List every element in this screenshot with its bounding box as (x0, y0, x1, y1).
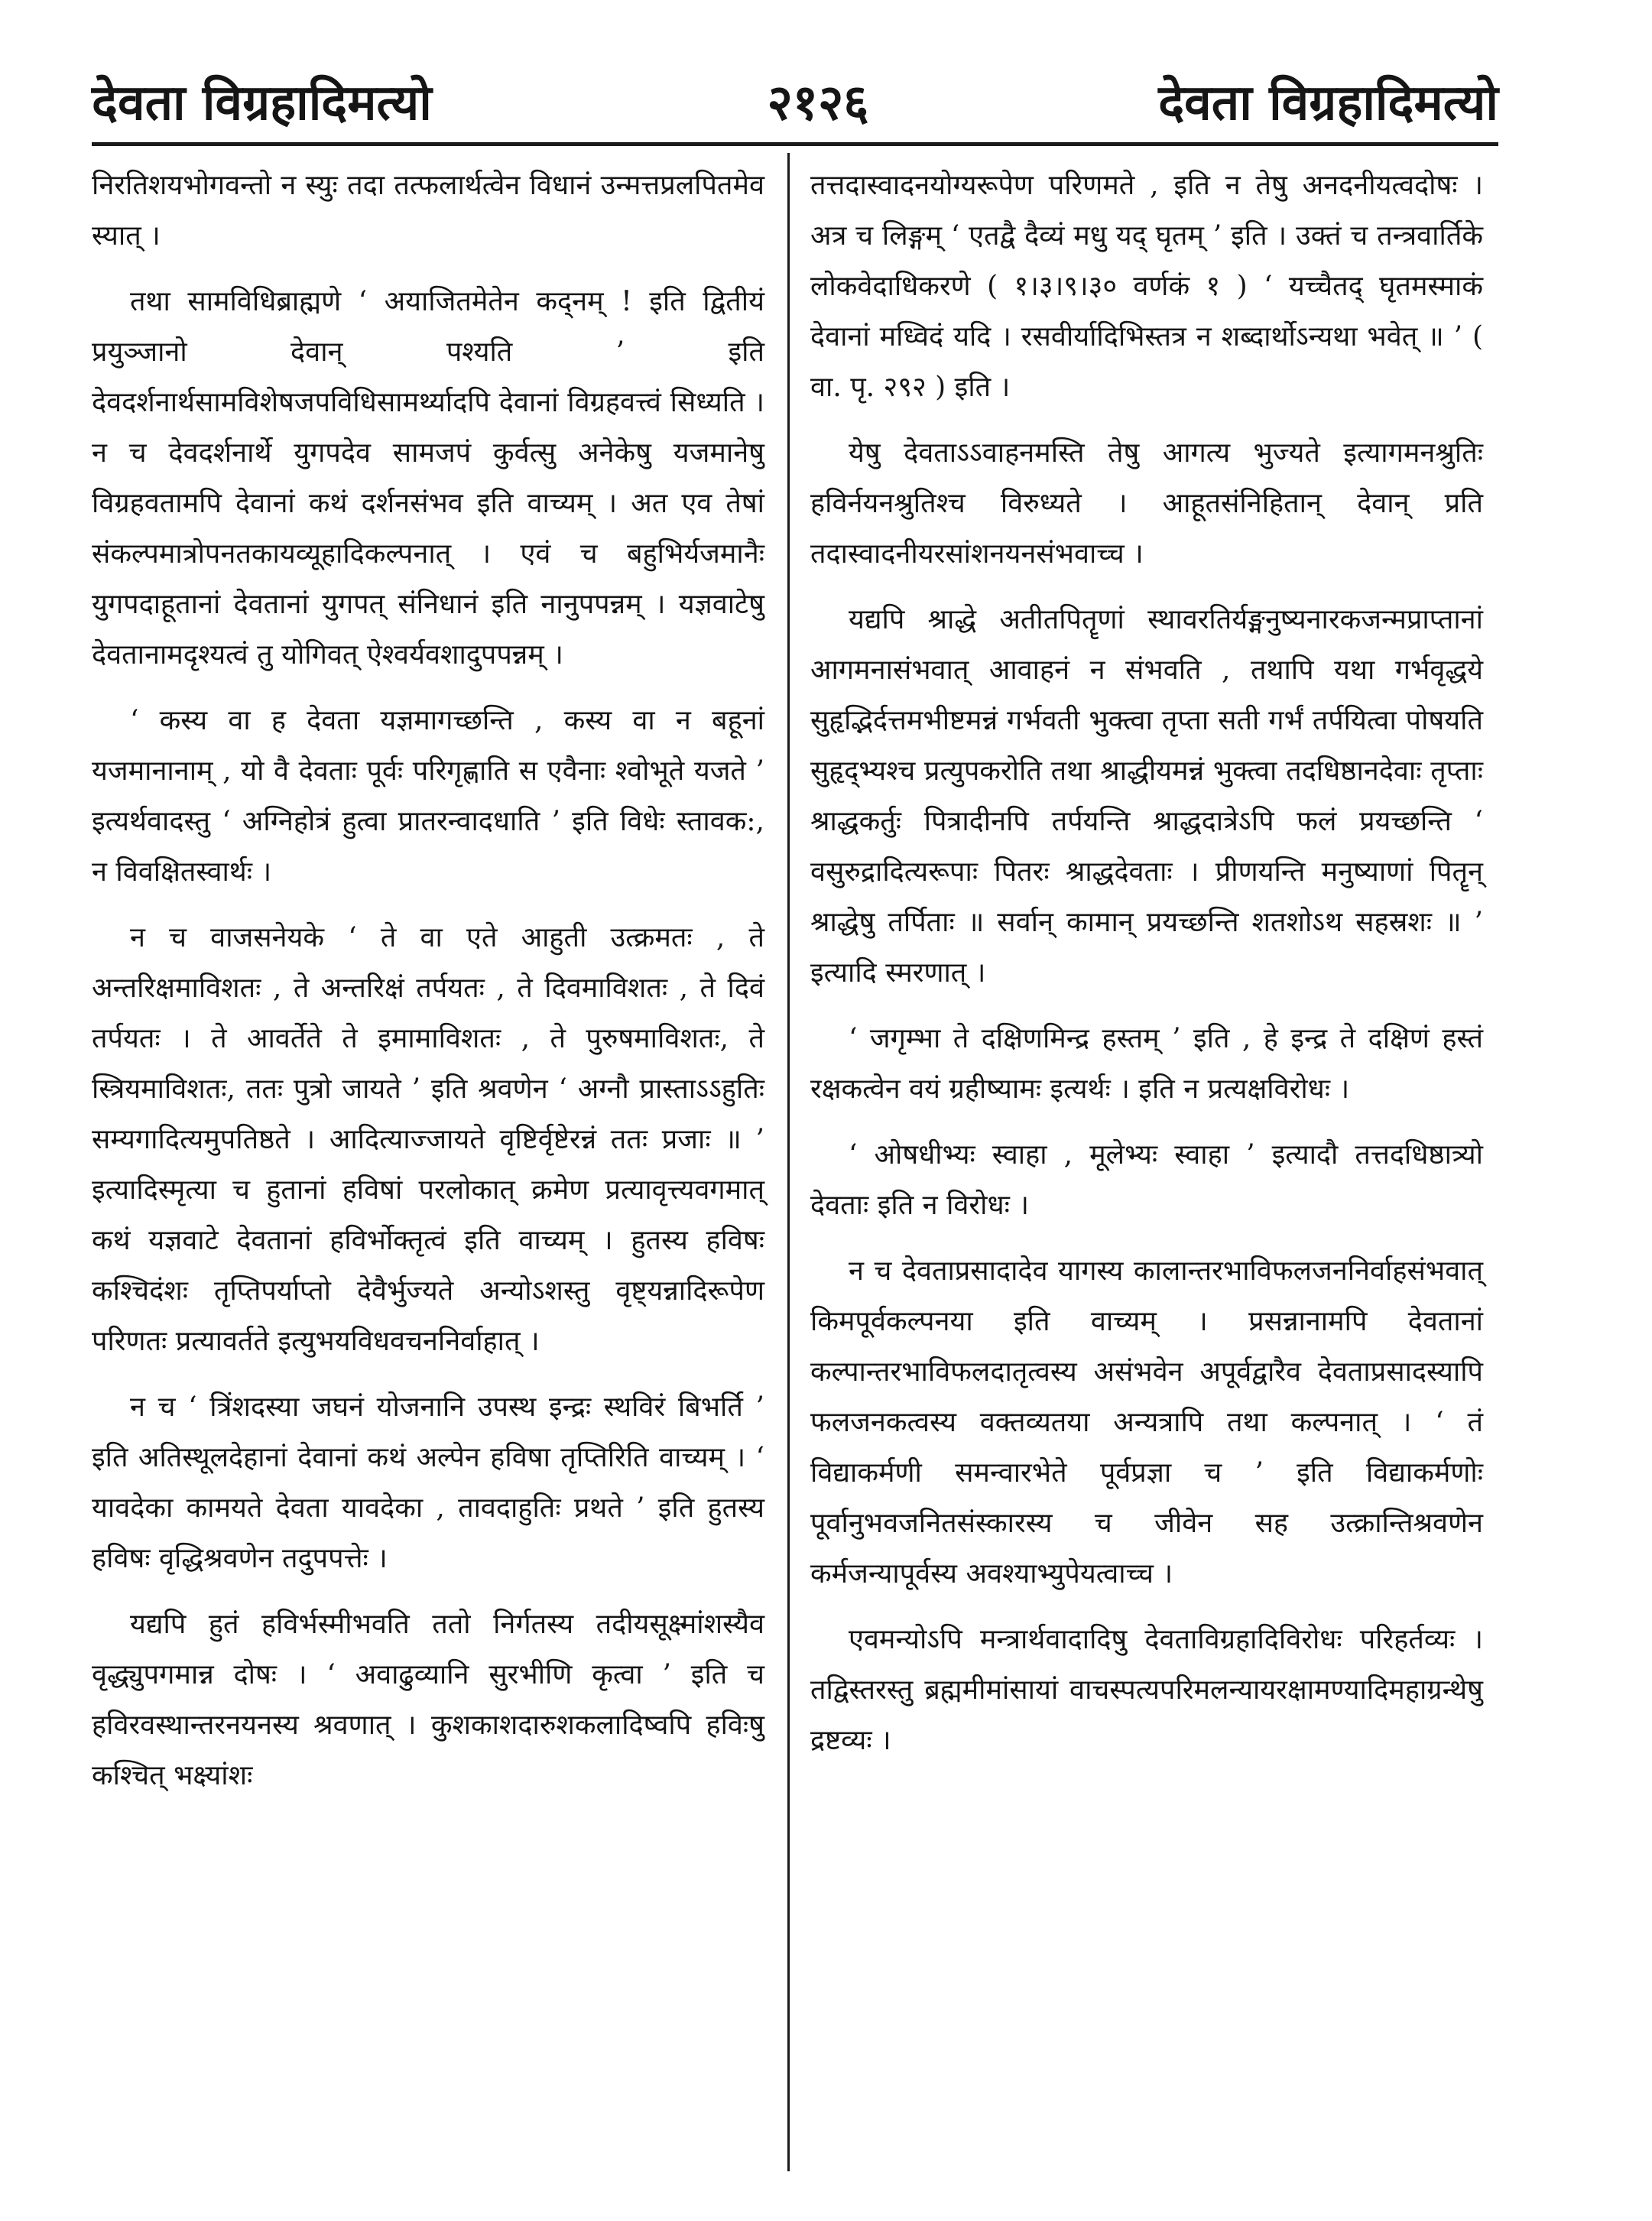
paragraph: तथा सामविधिब्राह्मणे ‘ अयाजितमेतेन कद्नम् ! इति द्वितीयं प्रयुञ्जानो देवान् पश्यति ’ इति देवदर्शनार्थसामविशेषजपविधिसामर्थ्यादपि देवानां विग्रहवत्त्वं सिध्यति । न च देवदर्शनार्थे युगपदेव सामजपं कुर्वत्सु अनेकेषु यजमानेषु विग्रहवतामपि देवानां कथं दर्शनसंभव इति वाच्यम् । अत एव तेषां संकल्पमात्रोपनतकायव्यूहादिकल्पनात् । एवं च बहुभिर्यजमानैः युगपदाहूतानां देवतानां युगपत् संनिधानं इति नानुपपन्नम् । यज्ञवाटेषु देवतानामदृश्यत्वं तु योगिवत् ऐश्वर्यवशादुपपन्नम् । (92, 286, 764, 671)
right-column (810, 161, 1483, 1781)
paragraph: निरतिशयभोगवन्तो न स्युः तदा तत्फलार्थत्वेन विधानं उन्मत्तप्रलपितमेव स्यात् । (92, 170, 764, 252)
paragraph: न च ‘ त्रिंशदस्या जघनं योजनानि उपस्थ इन्द्रः स्थविरं बिभर्ति ’ इति अतिस्थूलदेहानां देवानां कथं अल्पेन हविषा तृप्तिरिति वाच्यम् । ‘ यावदेका कामयते देवता यावदेका , तावदाहुतिः प्रथते ’ इति हुतस्य हविषः वृद्धिश्रवणेन तदुपपत्तेः । (92, 1391, 764, 1574)
paragraph: ‘ ओषधीभ्यः स्वाहा , मूलेभ्यः स्वाहा ’ इत्यादौ तत्तदधिष्ठात्र्यो देवताः इति न विरोधः । (810, 1139, 1483, 1221)
paragraph: ‘ जगृम्भा ते दक्षिणमिन्द्र हस्तम् ’ इति , हे इन्द्र ते दक्षिणं हस्तं रक्षकत्वेन वयं ग्रहीष्यामः इत्यर्थः । इति न प्रत्यक्षविरोधः । (810, 1023, 1483, 1105)
header-rule (92, 142, 1498, 146)
paragraph: तत्तदास्वादनयोग्यरूपेण परिणमते , इति न तेषु अनदनीयत्वदोषः । अत्र च लिङ्गम् ‘ एतद्वै दैव्यं मधु यद् घृतम् ’ इति । उक्तं च तन्त्रवार्तिके लोकवेदाधिकरणे ( १।३।९।३० वर्णकं १ ) ‘ यच्चैतद् घृतमस्माकं देवानां मध्विदं यदि । रसवीर्यादिभिस्तत्र न शब्दार्थोऽन्यथा भवेत् ॥ ’ ( वा. पृ. २९२ ) इति । (810, 170, 1483, 403)
column-divider (787, 153, 790, 2171)
page-header (92, 67, 1498, 136)
paragraph: ‘ कस्य वा ह देवता यज्ञमागच्छन्ति , कस्य वा न बहूनां यजमानानाम् , यो वै देवताः पूर्वः परिगृह्णाति स एवैनाः श्वोभूते यजते ’ इत्यर्थवादस्तु ‘ अग्निहोत्रं हुत्वा प्रातरन्वादधाति ’ इति विधेः स्तावक:, न विवक्षितस्वार्थः । (92, 705, 764, 888)
paragraph: एवमन्योऽपि मन्त्रार्थवादादिषु देवताविग्रहादिविरोधः परिहर्तव्यः । तद्विस्तरस्तु ब्रह्ममीमांसायां वाचस्पत्यपरिमलन्यायरक्षामण्यादिमहाग्रन्थेषु द्रष्टव्यः । (810, 1624, 1483, 1756)
paragraph: न च देवताप्रसादादेव यागस्य कालान्तरभाविफलजननिर्वाहसंभवात् किमपूर्वकल्पनया इति वाच्यम् । प्रसन्नानामपि देवतानां कल्पान्तरभाविफलदातृत्वस्य असंभवेन अपूर्वद्वारैव देवताप्रसादस्यापि फलजनकत्वस्य वक्तव्यतया अन्यत्रापि तथा कल्पनात् । ‘ तं विद्याकर्मणी समन्वारभेते पूर्वप्रज्ञा च ’ इति विद्याकर्मणोः पूर्वानुभवजनितसंस्कारस्य च जीवेन सह उत्क्रान्तिश्रवणेन कर्मजन्यापूर्वस्य अवश्याभ्युपेयत्वाच्च । (810, 1255, 1483, 1589)
paragraph: येषु देवताऽऽवाहनमस्ति तेषु आगत्य भुज्यते इत्यागमनश्रुतिः हविर्नयनश्रुतिश्च विरुध्यते । आहूतसंनिहितान् देवान् प्रति तदास्वादनीयरसांशनयनसंभवाच्च । (810, 437, 1483, 570)
left-column (92, 161, 764, 1817)
paragraph: यद्यपि हुतं हविर्भस्मीभवति ततो निर्गतस्य तदीयसूक्ष्मांशस्यैव वृद्ध्युपगमान्न दोषः । ‘ अवाढुव्यानि सुरभीणि कृत्वा ’ इति च हविरवस्थान्तरनयनस्य श्रवणात् । कुशकाशदारुशकलादिष्वपि हविःषु कश्चित् भक्ष्यांशः (92, 1609, 764, 1791)
paragraph: न च वाजसनेयके ‘ ते वा एते आहुती उत्क्रमतः , ते अन्तरिक्षमाविशतः , ते अन्तरिक्षं तर्पयतः , ते दिवमाविशतः , ते दिवं तर्पयतः । ते आवर्तेते ते इमामाविशतः , ते पुरुषमाविशतः, ते स्त्रियमाविशतः, ततः पुत्रो जायते ’ इति श्रवणेन ‘ अग्नौ प्रास्ताऽऽहुतिः सम्यगादित्यमुपतिष्ठते । आदित्याज्जायते वृष्टिर्वृष्टेरन्नं ततः प्रजाः ॥ ’ इत्यादिस्मृत्या च हुतानां हविषां परलोकात् क्रमेण प्रत्यावृत्त्यवगमात् कथं यज्ञवाटे देवतानां हविर्भोक्तृत्वं इति वाच्यम् । हुतस्य हविषः कश्चिदंशः तृप्तिपर्याप्तो देवैर्भुज्यते अन्योऽशस्तु वृष्ट्यन्नादिरूपेण परिणतः प्रत्यावर्तते इत्युभयविधवचननिर्वाहात् । (92, 922, 764, 1357)
running-title-right: देवता विग्रहादिमत्यो (1158, 74, 1498, 132)
page-number: २१२६ (767, 74, 869, 132)
paragraph: यद्यपि श्राद्धे अतीतपितॄणां स्थावरतिर्यङ्मनुष्यनारकजन्मप्राप्तानां आगमनासंभवात् आवाहनं न संभवति , तथापि यथा गर्भवृद्धये सुहृद्भिर्दत्तमभीष्टमन्नं गर्भवती भुक्त्वा तृप्ता सती गर्भं तर्पयित्वा पोषयति सुहृद्भ्यश्च प्रत्युपकरोति तथा श्राद्धीयमन्नं भुक्त्वा तदधिष्ठानदेवाः तृप्ताः श्राद्धकर्तुः पित्रादीनपि तर्पयन्ति श्राद्धदात्रेऽपि फलं प्रयच्छन्ति ‘ वसुरुद्रादित्यरूपाः पितरः श्राद्धदेवताः । प्रीणयन्ति मनुष्याणां पितॄन् श्राद्धेषु तर्पिताः ॥ सर्वान् कामान् प्रयच्छन्ति शतशोऽथ सहस्रशः ॥ ’ इत्यादि स्मरणात् । (810, 604, 1483, 989)
running-title-left: देवता विग्रहादिमत्यो (92, 74, 432, 132)
